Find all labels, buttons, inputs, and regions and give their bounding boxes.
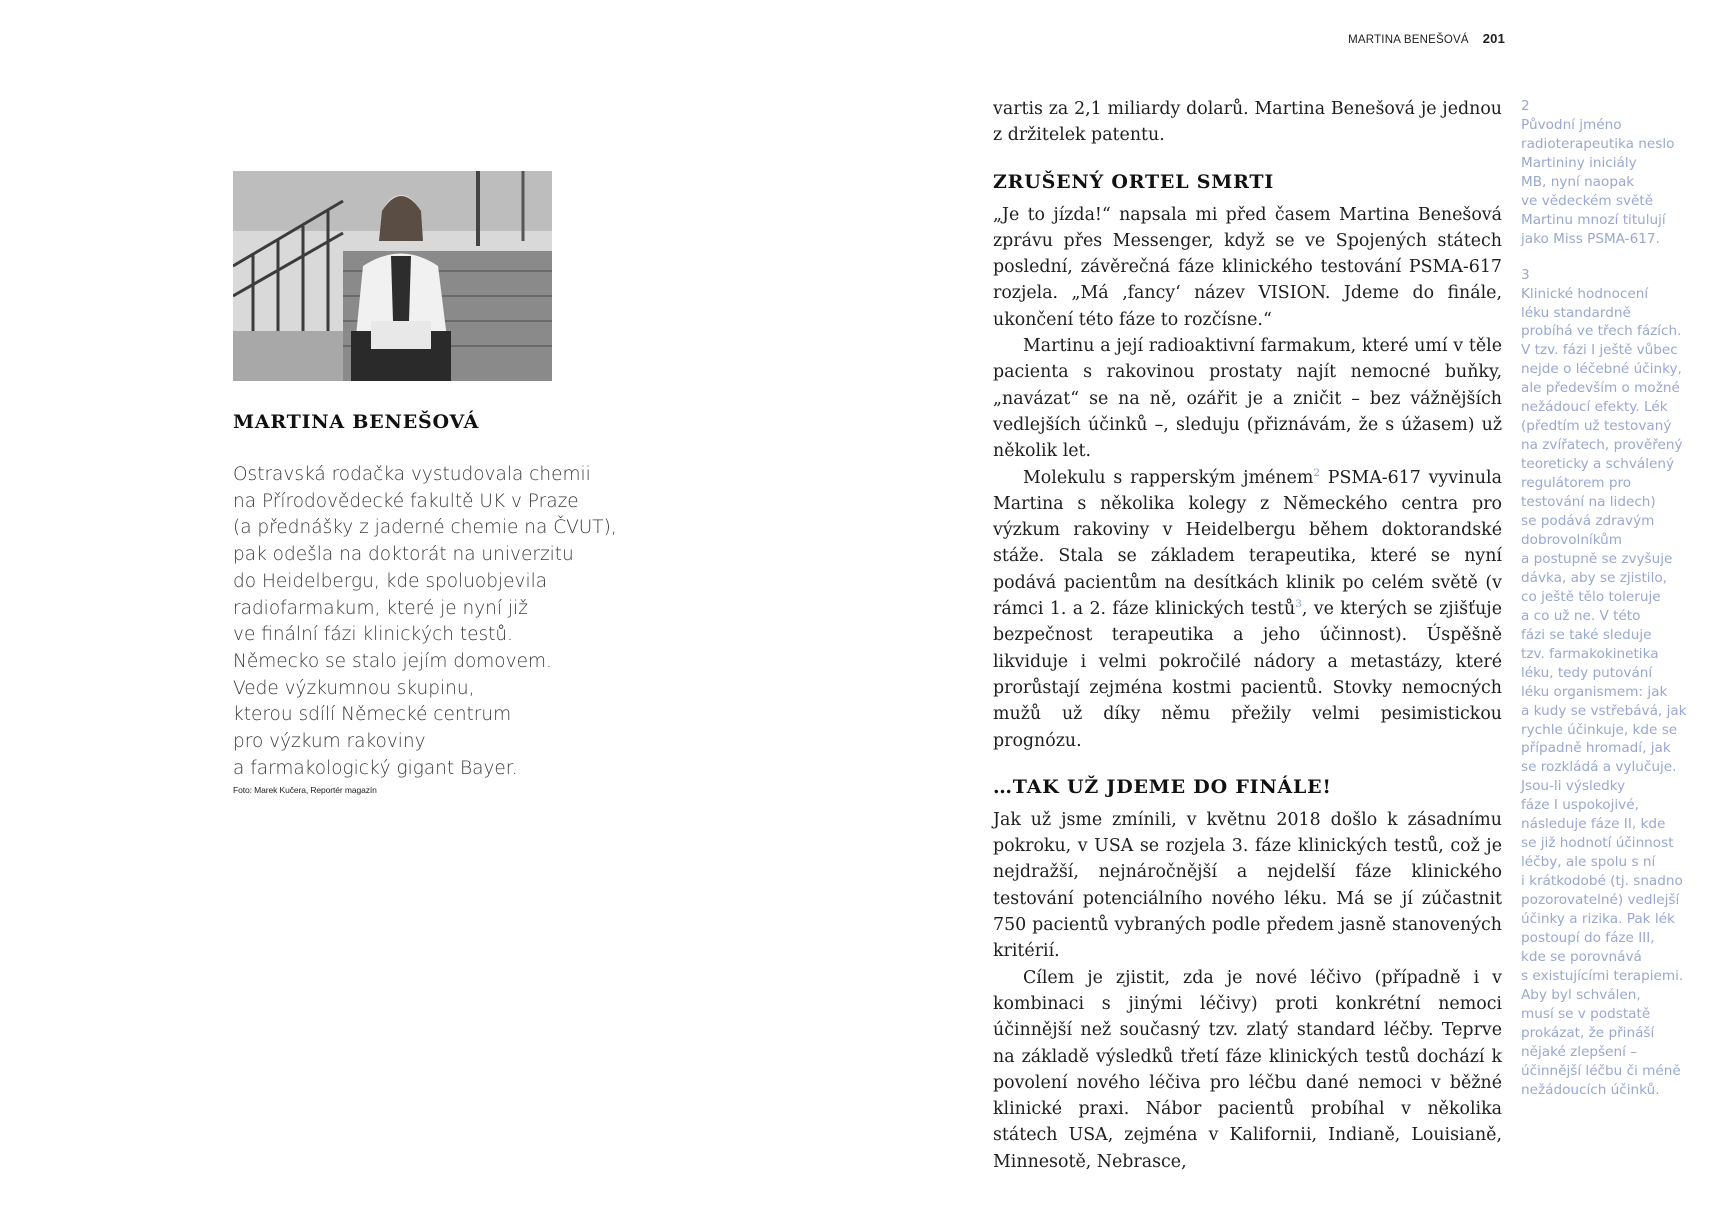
margin-notes [1521, 97, 1687, 1117]
note-line: léku standardně [1521, 304, 1631, 321]
note-line: dobrovolníkům [1521, 531, 1623, 548]
note-line: Původní jméno [1521, 116, 1622, 133]
bio-line: kterou sdílí Německé centrum [233, 704, 512, 726]
note-number: 2 [1521, 98, 1530, 114]
note-line: s existujícími terapiemi. [1521, 967, 1684, 984]
note-line: Aby byl schválen, [1521, 986, 1641, 1003]
paragraph: „Je to jízda!“ napsala mi před časem Martina Benešová zprávu přes Messenger, když se ve Spojených státech poslední, závěrečná fáze klinického testování PSMA-617 rozjela. „Má ‚fancy‘ název VISION. Jdeme do finále, ukončení této fáze to rozčísne.“ [993, 204, 1502, 330]
note-line: regulátorem pro [1521, 475, 1632, 492]
note-line: rychle účinkuje, kde se [1521, 721, 1678, 738]
bio-line: pro výzkum rakoviny [233, 731, 426, 753]
note-line: nějaké zlepšení – [1521, 1043, 1638, 1060]
note-line: se rozkládá a vylučuje. [1521, 759, 1677, 776]
photo-credit: Foto: Marek Kučera, Reportér magazín [233, 785, 377, 795]
note-line: účinky a rizika. Pak lék [1521, 911, 1675, 928]
note-line: MB, nyní naopak [1521, 173, 1635, 190]
note-line: se již hodnotí účinnost [1521, 835, 1674, 852]
note-line: (předtím už testovaný [1521, 418, 1672, 435]
note-line: co ještě tělo toleruje [1521, 588, 1661, 605]
running-head-author: MARTINA BENEŠOVÁ [1348, 34, 1469, 46]
note-line: prokázat, že přináší [1521, 1024, 1655, 1041]
note-3-lines [1521, 285, 1687, 1100]
note-line: účinnější léčbu či méně [1521, 1062, 1681, 1079]
note-line: fáze I uspokojivé, [1521, 797, 1639, 814]
bio-line: radiofarmakum, které je nyní již [233, 597, 528, 619]
note-line: kde se porovnává [1521, 948, 1642, 965]
article-body [993, 96, 1502, 1175]
note-line: dávka, aby se zjistilo, [1521, 569, 1667, 586]
bio-line: ve finální fázi klinických testů. [233, 624, 513, 646]
bio-line: Vede výzkumnou skupinu, [233, 677, 475, 699]
bio-line: a farmakologický gigant Bayer. [233, 757, 518, 779]
profile-name: MARTINA BENEŠOVÁ [233, 411, 480, 433]
note-line: ve vědeckém světě [1521, 192, 1654, 209]
note-line: musí se v podstatě [1521, 1005, 1651, 1022]
footnote-ref-3[interactable]: 3 [1295, 598, 1302, 611]
portrait-photo [233, 171, 552, 381]
note-line: Jsou-li výsledky [1521, 778, 1626, 795]
note-line: se podává zdravým [1521, 513, 1655, 530]
note-line: i krátkodobé (tj. snadno [1521, 873, 1683, 890]
note-line: a kudy se vstřebává, jak [1521, 702, 1687, 719]
paragraph: Martinu a její radioaktivní farmakum, které umí v těle pacienta s rakovinou prostaty najít nemocné buňky, „navázat“ se na ně, ozářit je a zničit – bez vážnějších vedlejších účinků –, sleduju (přiznávám, že s úžasem) už několik let. [993, 336, 1502, 462]
note-line: případně hromadí, jak [1521, 740, 1671, 757]
note-number: 3 [1521, 266, 1530, 283]
article-intro: vartis za 2,1 miliardy dolarů. Martina Benešová je jednou z držitelek patentu. [993, 99, 1502, 146]
paragraph [993, 465, 1502, 754]
section-heading-finale: …TAK UŽ JDEME DO FINÁLE! [993, 775, 1332, 798]
note-line: radioterapeutika neslo [1521, 135, 1675, 152]
note-line: a co už ne. V této [1521, 607, 1641, 624]
page-number: 201 [1482, 31, 1505, 46]
bio-line: Ostravská rodačka vystudovala chemii [233, 464, 591, 485]
note-line: léčby, ale spolu s ní [1521, 854, 1656, 871]
paragraph-text: PSMA-617 vyvinula Martina s několika kolegy z Německého centra pro výzkum rakoviny v Heidelbergu během doktorandské stáže. Stala se základem terapeutika, které se nyní podává pacientům na desítkách klinik po celém světě (v rámci 1. a 2. fáze klinických testů [993, 467, 1502, 620]
bio-line: na Přírodovědecké fakultě UK v Praze [233, 490, 579, 512]
note-line: Martinu mnozí titulují [1521, 211, 1666, 228]
note-line: nežádoucích účinků. [1521, 1081, 1660, 1098]
note-line: nežádoucí efekty. Lék [1521, 399, 1668, 416]
bio-line: Německo se stalo jejím domovem. [233, 650, 552, 672]
note-line: postoupí do fáze III, [1521, 929, 1655, 946]
note-line: probíhá ve třech fázích. [1521, 323, 1682, 340]
paragraph-text: , ve kterých se zjišťuje bezpečnost terapeutika a jeho účinnost). Úspěšně likviduje i velmi pokročilé nádory a metastázy, které prorůstají zejména kostmi pacientů. Stovky nemocných mužů už díky němu přežily velmi pesimistickou prognózu. [993, 599, 1502, 751]
note-line: a postupně se zvyšuje [1521, 550, 1673, 567]
note-line: léku organismem: jak [1521, 683, 1668, 700]
margin-note-2 [1521, 97, 1675, 249]
note-line: tzv. farmakokinetika [1521, 645, 1659, 662]
note-line: V tzv. fázi I ještě vůbec [1521, 342, 1678, 359]
note-line: jako Miss PSMA-617. [1521, 230, 1660, 247]
note-line: teoreticky a schválený [1521, 456, 1674, 473]
note-line: léku, tedy putování [1521, 664, 1653, 681]
margin-note-3 [1521, 266, 1687, 1100]
paragraph: Jak už jsme zmínili, v květnu 2018 došlo k zásadnímu pokroku, v USA se rozjela 3. fáze klinických testů, což je nejdražší, nejnáročnější a nejdelší fáze klinického testování potenciálního nového léku. Má se jí zúčastnit 750 pacientů vybraných podle předem jasně stanovených kritérií. [993, 809, 1502, 962]
running-head [1348, 31, 1505, 46]
note-line: na zvířatech, prověřený [1521, 437, 1683, 454]
paragraph: Cílem je zjistit, zda je nové léčivo (případně i v kombinaci s jinými léčivy) proti konkrétní nemoci účinnější než současný tzv. zlatý standard léčby. Teprve na základě výsledků třetí fáze klinických testů dochází k povolení nového léčiva pro léčbu dané nemoci v běžné klinické praxi. Nábor pacientů probíhal v několika státech USA, zejména v Kalifornii, Indianě, Louisianě, Minnesotě, Nebrasce, [993, 967, 1502, 1172]
note-line: ale především o možné [1521, 380, 1680, 397]
bio-line: (a přednášky z jaderné chemie na ČVUT), [233, 517, 617, 539]
note-line: fázi se také sleduje [1521, 626, 1652, 643]
note-line: Klinické hodnocení [1521, 285, 1649, 302]
section-heading-zruseny-ortel: ZRUŠENÝ ORTEL SMRTI [993, 170, 1275, 193]
note-line: nejde o léčebné účinky, [1521, 361, 1682, 378]
note-line: testování na lidech) [1521, 494, 1656, 511]
note-2-lines [1521, 116, 1675, 249]
footnote-ref-2[interactable]: 2 [1313, 466, 1321, 479]
note-line: pozorovatelné) vedlejší [1521, 892, 1680, 909]
profile-bio [233, 462, 633, 782]
bio-line: pak odešla na doktorát na univerzitu [233, 544, 574, 566]
note-line: následuje fáze II, kde [1521, 816, 1666, 833]
note-line: Martininy iniciály [1521, 154, 1637, 171]
bio-line: do Heidelbergu, kde spoluobjevila [233, 570, 548, 592]
paragraph-text: Molekulu s rapperským jménem [1023, 467, 1314, 488]
